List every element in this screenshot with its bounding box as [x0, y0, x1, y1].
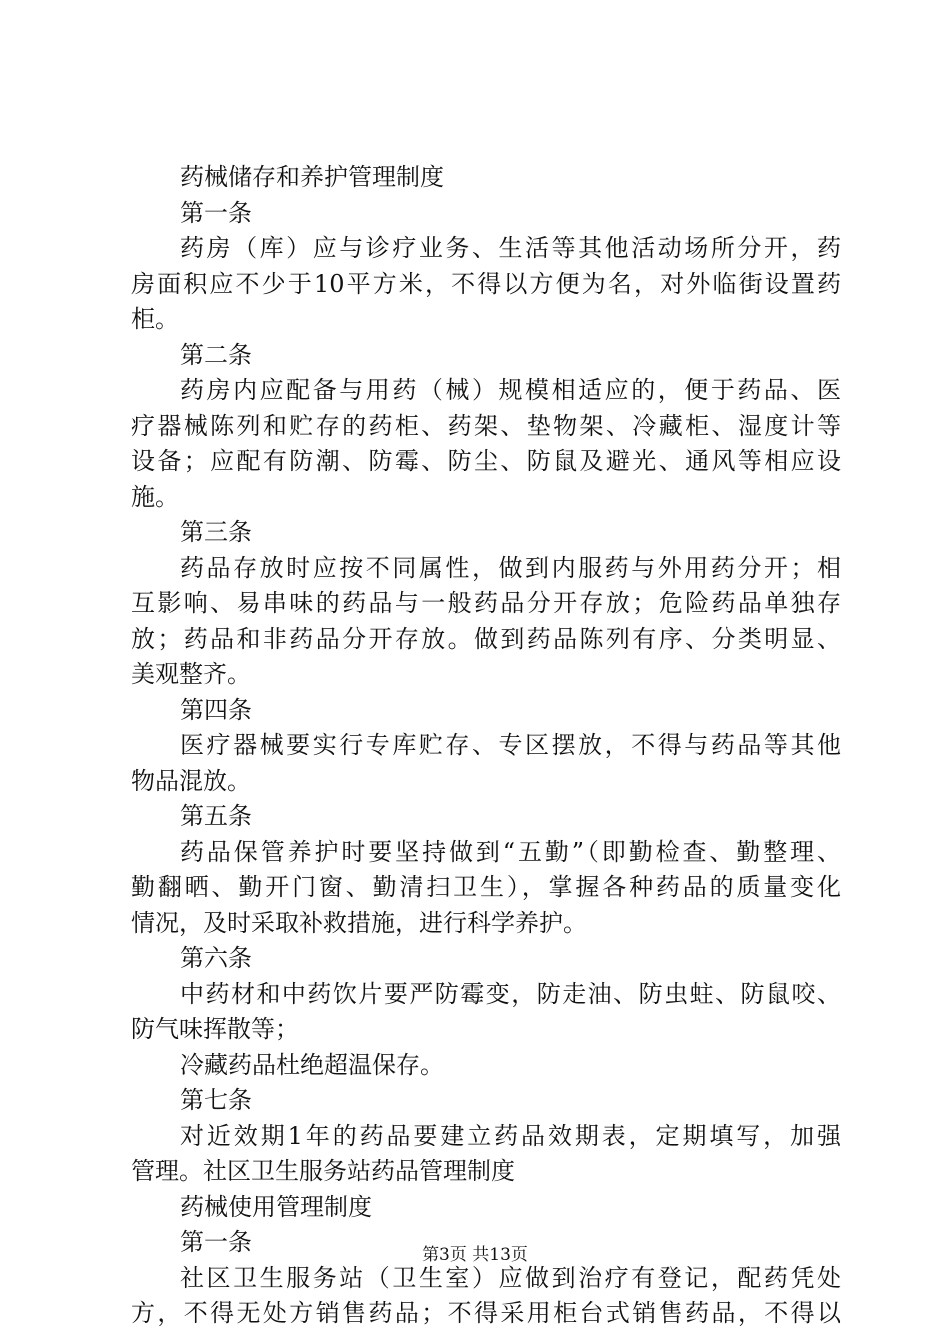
- paragraph-line: 对近效期1年的药品要建立药品效期表，定期填写，加强: [180, 1121, 841, 1150]
- article-heading: 第一条: [180, 1228, 252, 1256]
- paragraph-line: 药房内应配备与用药（械）规模相适应的，便于药品、医: [180, 376, 841, 404]
- paragraph-line: 药品存放时应按不同属性，做到内服药与外用药分开；相: [180, 553, 841, 582]
- article-heading: 第五条: [180, 802, 252, 830]
- paragraph-line: 药品保管养护时要坚持做到“五勤”（即勤检查、勤整理、: [180, 837, 841, 866]
- article-heading: 第二条: [180, 340, 252, 369]
- paragraph-line: 防气味挥散等；: [131, 1015, 299, 1043]
- paragraph-line: 药房（库）应与诊疗业务、生活等其他活动场所分开，药: [180, 234, 841, 262]
- paragraph-line: 疗器械陈列和贮存的药柜、药架、垫物架、冷藏柜、湿度计等: [131, 411, 841, 440]
- article-heading: 第四条: [180, 695, 252, 724]
- paragraph-line: 方，不得无处方销售药品；不得采用柜台式销售药品，不得以: [131, 1299, 841, 1327]
- page-number: 第3页 共13页: [422, 1245, 528, 1265]
- paragraph-line: 设备；应配有防潮、防霉、防尘、防鼠及避光、通风等相应设: [131, 447, 841, 475]
- paragraph-line: 情况，及时采取补救措施，进行科学养护。: [131, 908, 587, 937]
- article-heading: 第三条: [180, 518, 252, 546]
- paragraph-line: 柜。: [131, 305, 179, 333]
- article-heading: 第六条: [180, 944, 252, 972]
- paragraph-line: 房面积应不少于10平方米，不得以方便为名，对外临街设置药: [131, 269, 841, 298]
- article-heading: 第一条: [180, 198, 252, 227]
- section-title: 药械储存和养护管理制度: [180, 163, 444, 191]
- paragraph-line: 社区卫生服务站（卫生室）应做到治疗有登记，配药凭处: [180, 1263, 841, 1292]
- paragraph-line: 美观整齐。: [131, 660, 251, 688]
- paragraph-line: 互影响、易串味的药品与一般药品分开存放；危险药品单独存: [131, 589, 841, 617]
- paragraph-line: 医疗器械要实行专库贮存、专区摆放，不得与药品等其他: [180, 731, 841, 759]
- article-heading: 第七条: [180, 1086, 252, 1114]
- paragraph-line: 管理。社区卫生服务站药品管理制度: [131, 1157, 515, 1185]
- paragraph-line: 施。: [131, 482, 179, 511]
- paragraph-line: 放；药品和非药品分开存放。做到药品陈列有序、分类明显、: [131, 624, 841, 653]
- paragraph-line: 冷藏药品杜绝超温保存。: [180, 1050, 444, 1079]
- section-title: 药械使用管理制度: [180, 1192, 372, 1221]
- paragraph-line: 中药材和中药饮片要严防霉变，防走油、防虫蛀、防鼠咬、: [180, 979, 841, 1008]
- paragraph-line: 物品混放。: [131, 766, 251, 795]
- paragraph-line: 勤翻晒、勤开门窗、勤清扫卫生），掌握各种药品的质量变化: [131, 873, 841, 901]
- document-body: [131, 160, 841, 1332]
